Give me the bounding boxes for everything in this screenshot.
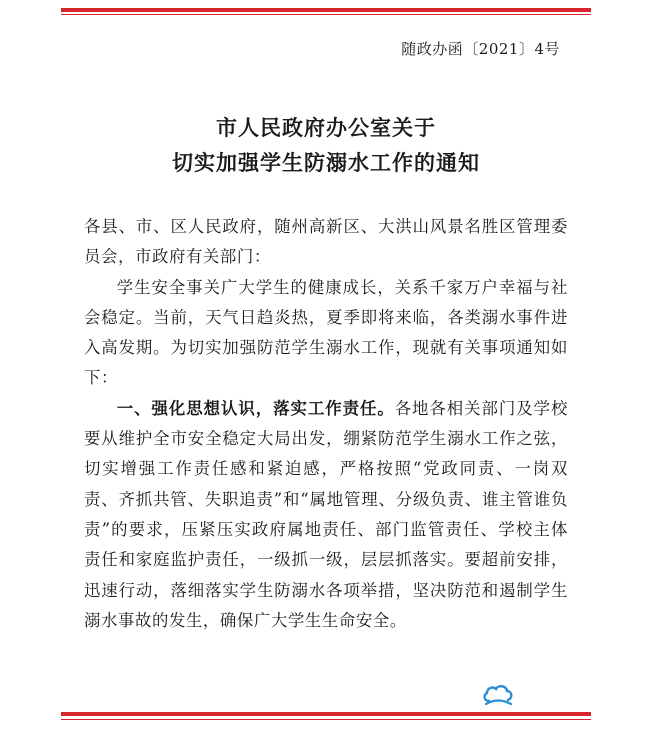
cloud-logo-icon: [481, 683, 515, 707]
top-red-rule-thin: [61, 14, 591, 15]
section-1-heading: 一、强化思想认识，落实工作责任。: [116, 398, 395, 418]
document-number: 随政办函〔2021〕4号: [401, 40, 560, 58]
addressee: 各县、市、区人民政府，随州高新区、大洪山风景名胜区管理委员会，市政府有关部门：: [84, 217, 568, 267]
document-title-line-2: 切实加强学生防溺水工作的通知: [172, 150, 480, 175]
paragraph-intro: 学生安全事关广大学生的健康成长，关系千家万户幸福与社会稳定。当前，天气日趋炎热，夏季即将来临，各类溺水事件进入高发期。为切实加强防范学生溺水工作，现就有关事项通知如下：: [84, 277, 568, 388]
bottom-red-rule-thin: [61, 719, 591, 720]
bottom-red-rule-thick: [61, 712, 591, 716]
section-1-body: 各地各相关部门及学校要从维护全市安全稳定大局出发，绷紧防范学生溺水工作之弦，切实增强工作责任感和紧迫感，严格按照“党政同责、一岗双责、齐抓共管、失职追责”和“属地管理、分级负责、谁主管谁负责”的要求，压紧压实政府属地责任、部门监管责任、学校主体责任和家庭监护责任，一级抓一级，层层抓落实。要超前安排，迅速行动，落细落实学生防溺水各项举措，坚决防范和遏制学生溺水事故的发生，确保广大学生生命安全。: [84, 398, 568, 630]
document-body: [84, 212, 568, 636]
section-1: [84, 394, 568, 636]
top-red-rule-thick: [61, 8, 591, 12]
document-title-line-1: 市人民政府办公室关于: [216, 115, 436, 140]
